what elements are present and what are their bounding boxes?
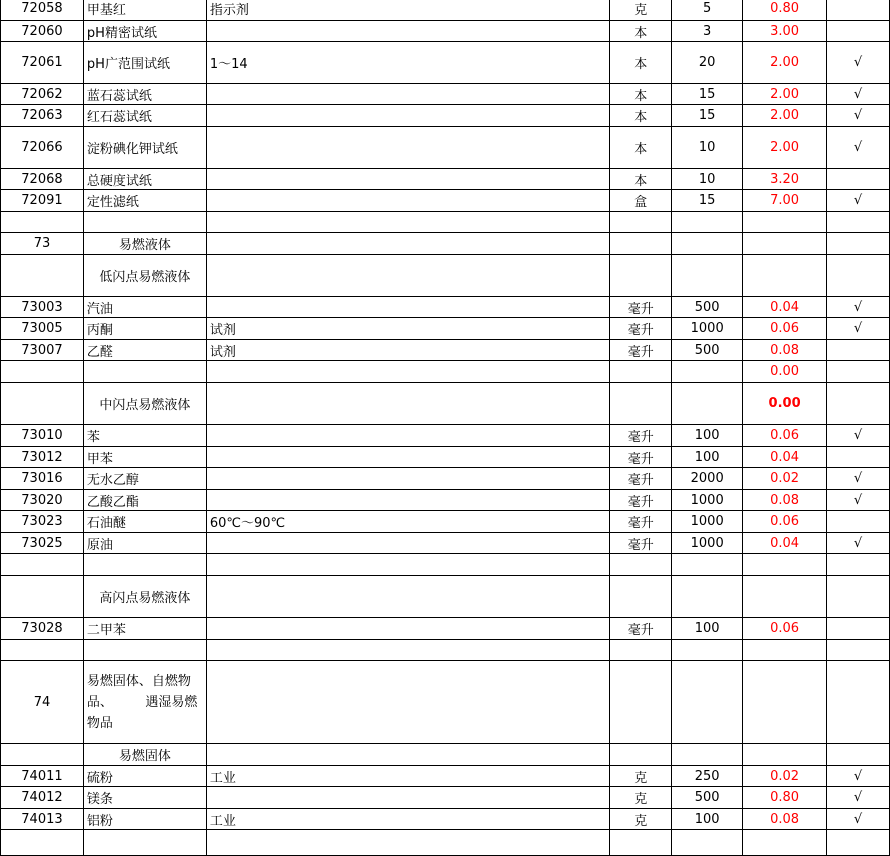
- code-cell[interactable]: 74013: [1, 809, 84, 830]
- spec-cell[interactable]: 指示剂: [206, 0, 609, 21]
- spec-cell[interactable]: [206, 661, 609, 744]
- spec-cell[interactable]: [206, 554, 609, 576]
- spec-cell[interactable]: [206, 233, 609, 255]
- check-mark-cell[interactable]: [827, 212, 890, 233]
- table-row: [1, 554, 890, 576]
- code-cell[interactable]: 73003: [1, 297, 84, 318]
- check-mark-cell[interactable]: √: [827, 490, 890, 511]
- unit-cell[interactable]: 毫升: [610, 490, 672, 511]
- code-cell[interactable]: [1, 255, 84, 297]
- price-cell[interactable]: 2.00: [743, 127, 827, 169]
- check-mark-cell[interactable]: [827, 0, 890, 21]
- price-cell[interactable]: 0.02: [743, 468, 827, 490]
- check-mark-cell[interactable]: [827, 233, 890, 255]
- check-mark-cell[interactable]: √: [827, 84, 890, 105]
- quantity-cell[interactable]: [672, 233, 743, 255]
- quantity-cell[interactable]: [672, 383, 743, 425]
- name-cell[interactable]: 中闪点易燃液体: [83, 383, 206, 425]
- unit-cell[interactable]: 盒: [610, 190, 672, 212]
- price-cell[interactable]: 0.08: [743, 809, 827, 830]
- code-cell[interactable]: 73028: [1, 618, 84, 640]
- table-row: [1, 0, 890, 21]
- code-cell[interactable]: 73023: [1, 511, 84, 533]
- table-row: [1, 661, 890, 744]
- quantity-cell[interactable]: 2000: [672, 468, 743, 490]
- quantity-cell[interactable]: [672, 576, 743, 618]
- code-cell[interactable]: 73010: [1, 425, 84, 447]
- unit-cell[interactable]: [610, 576, 672, 618]
- unit-cell[interactable]: 本: [610, 84, 672, 105]
- name-cell[interactable]: 原油: [83, 533, 206, 554]
- check-mark-cell[interactable]: [827, 255, 890, 297]
- unit-cell[interactable]: [610, 383, 672, 425]
- spec-cell[interactable]: [206, 21, 609, 42]
- unit-cell[interactable]: 毫升: [610, 297, 672, 318]
- quantity-cell[interactable]: [672, 255, 743, 297]
- code-cell[interactable]: 74012: [1, 787, 84, 809]
- check-mark-cell[interactable]: [827, 383, 890, 425]
- table-row: [1, 190, 890, 212]
- table-row: [1, 21, 890, 42]
- code-cell[interactable]: 72061: [1, 42, 84, 84]
- code-cell[interactable]: 73007: [1, 340, 84, 361]
- code-cell[interactable]: [1, 383, 84, 425]
- table-row: [1, 640, 890, 661]
- unit-cell[interactable]: 克: [610, 787, 672, 809]
- price-cell[interactable]: 0.80: [743, 787, 827, 809]
- check-mark-cell[interactable]: √: [827, 787, 890, 809]
- quantity-cell[interactable]: [672, 640, 743, 661]
- table-row: [1, 766, 890, 787]
- price-cell[interactable]: 2.00: [743, 105, 827, 127]
- name-cell[interactable]: 乙酸乙酯: [83, 490, 206, 511]
- code-cell[interactable]: 72066: [1, 127, 84, 169]
- price-cell[interactable]: [743, 212, 827, 233]
- unit-cell[interactable]: 克: [610, 0, 672, 21]
- check-mark-cell[interactable]: √: [827, 105, 890, 127]
- unit-cell[interactable]: 毫升: [610, 618, 672, 640]
- unit-cell[interactable]: 克: [610, 766, 672, 787]
- check-mark-cell[interactable]: [827, 618, 890, 640]
- quantity-cell[interactable]: [672, 830, 743, 856]
- quantity-cell[interactable]: 3: [672, 21, 743, 42]
- table-row: [1, 383, 890, 425]
- quantity-cell[interactable]: [672, 212, 743, 233]
- price-cell[interactable]: 0.00: [743, 361, 827, 383]
- code-cell[interactable]: [1, 744, 84, 766]
- price-cell[interactable]: 0.80: [743, 0, 827, 21]
- table-row: [1, 809, 890, 830]
- price-cell[interactable]: 0.04: [743, 297, 827, 318]
- check-mark-cell[interactable]: √: [827, 468, 890, 490]
- table-row: [1, 511, 890, 533]
- check-mark-cell[interactable]: [827, 361, 890, 383]
- quantity-cell[interactable]: 1000: [672, 511, 743, 533]
- code-cell[interactable]: 73025: [1, 533, 84, 554]
- quantity-cell[interactable]: 10: [672, 127, 743, 169]
- price-cell[interactable]: 0.08: [743, 340, 827, 361]
- code-cell[interactable]: 72063: [1, 105, 84, 127]
- table-row: [1, 787, 890, 809]
- quantity-cell[interactable]: 100: [672, 425, 743, 447]
- quantity-cell[interactable]: 15: [672, 105, 743, 127]
- spec-cell[interactable]: [206, 576, 609, 618]
- name-cell[interactable]: 铝粉: [83, 809, 206, 830]
- quantity-cell[interactable]: 15: [672, 84, 743, 105]
- quantity-cell[interactable]: 100: [672, 809, 743, 830]
- unit-cell[interactable]: [610, 744, 672, 766]
- check-mark-cell[interactable]: √: [827, 425, 890, 447]
- name-cell[interactable]: 甲基红: [83, 0, 206, 21]
- table-row: [1, 361, 890, 383]
- name-cell[interactable]: pH精密试纸: [83, 21, 206, 42]
- code-cell[interactable]: 72060: [1, 21, 84, 42]
- table-row: [1, 618, 890, 640]
- unit-cell[interactable]: 本: [610, 21, 672, 42]
- check-mark-cell[interactable]: √: [827, 766, 890, 787]
- spec-cell[interactable]: [206, 425, 609, 447]
- check-mark-cell[interactable]: [827, 340, 890, 361]
- spec-cell[interactable]: 工业: [206, 766, 609, 787]
- spec-cell[interactable]: [206, 169, 609, 190]
- table-row: [1, 42, 890, 84]
- quantity-cell[interactable]: 100: [672, 618, 743, 640]
- check-mark-cell[interactable]: [827, 661, 890, 744]
- check-mark-cell[interactable]: [827, 511, 890, 533]
- price-cell[interactable]: 0.06: [743, 618, 827, 640]
- price-cell[interactable]: 7.00: [743, 190, 827, 212]
- quantity-cell[interactable]: 20: [672, 42, 743, 84]
- code-cell[interactable]: 72091: [1, 190, 84, 212]
- price-cell[interactable]: 0.08: [743, 490, 827, 511]
- spec-cell[interactable]: [206, 533, 609, 554]
- unit-cell[interactable]: [610, 830, 672, 856]
- code-cell[interactable]: 73012: [1, 447, 84, 468]
- spec-cell[interactable]: [206, 618, 609, 640]
- table-row: [1, 490, 890, 511]
- code-cell[interactable]: 74011: [1, 766, 84, 787]
- name-cell[interactable]: 镁条: [83, 787, 206, 809]
- check-mark-cell[interactable]: [827, 744, 890, 766]
- code-cell[interactable]: 73016: [1, 468, 84, 490]
- price-cell[interactable]: 0.06: [743, 318, 827, 340]
- quantity-cell[interactable]: [672, 361, 743, 383]
- unit-cell[interactable]: 毫升: [610, 468, 672, 490]
- check-mark-cell[interactable]: [827, 830, 890, 856]
- code-cell[interactable]: 73020: [1, 490, 84, 511]
- name-cell[interactable]: 淀粉碘化钾试纸: [83, 127, 206, 169]
- spec-cell[interactable]: [206, 212, 609, 233]
- price-cell[interactable]: 3.20: [743, 169, 827, 190]
- unit-cell[interactable]: 克: [610, 809, 672, 830]
- table-row: [1, 233, 890, 255]
- spec-cell[interactable]: 1～14: [206, 42, 609, 84]
- price-cell[interactable]: [743, 576, 827, 618]
- spec-cell[interactable]: [206, 830, 609, 856]
- code-cell[interactable]: [1, 554, 84, 576]
- code-cell[interactable]: [1, 640, 84, 661]
- code-cell[interactable]: [1, 576, 84, 618]
- quantity-cell[interactable]: 1000: [672, 318, 743, 340]
- price-cell[interactable]: 3.00: [743, 21, 827, 42]
- name-cell[interactable]: 丙酮: [83, 318, 206, 340]
- unit-cell[interactable]: 毫升: [610, 447, 672, 468]
- table-row: [1, 169, 890, 190]
- quantity-cell[interactable]: 100: [672, 447, 743, 468]
- unit-cell[interactable]: [610, 554, 672, 576]
- check-mark-cell[interactable]: √: [827, 42, 890, 84]
- quantity-cell[interactable]: 1000: [672, 490, 743, 511]
- check-mark-cell[interactable]: √: [827, 318, 890, 340]
- table-row: [1, 84, 890, 105]
- table-row: [1, 447, 890, 468]
- unit-cell[interactable]: 毫升: [610, 511, 672, 533]
- table-row: [1, 533, 890, 554]
- spec-cell[interactable]: [206, 255, 609, 297]
- unit-cell[interactable]: 毫升: [610, 318, 672, 340]
- check-mark-cell[interactable]: [827, 447, 890, 468]
- name-cell[interactable]: 低闪点易燃液体: [83, 255, 206, 297]
- price-cell[interactable]: 0.06: [743, 425, 827, 447]
- code-cell[interactable]: 73005: [1, 318, 84, 340]
- table-row: [1, 744, 890, 766]
- name-cell[interactable]: [83, 554, 206, 576]
- price-cell[interactable]: 0.00: [743, 383, 827, 425]
- price-cell[interactable]: [743, 661, 827, 744]
- check-mark-cell[interactable]: √: [827, 297, 890, 318]
- name-cell[interactable]: pH广范围试纸: [83, 42, 206, 84]
- unit-cell[interactable]: 本: [610, 42, 672, 84]
- check-mark-cell[interactable]: [827, 21, 890, 42]
- price-cell[interactable]: [743, 640, 827, 661]
- spec-cell[interactable]: [206, 383, 609, 425]
- name-cell[interactable]: 易燃固体: [83, 744, 206, 766]
- spec-cell[interactable]: 60℃～90℃: [206, 511, 609, 533]
- code-cell[interactable]: [1, 361, 84, 383]
- table-row: [1, 212, 890, 233]
- quantity-cell[interactable]: [672, 554, 743, 576]
- name-cell[interactable]: [83, 640, 206, 661]
- unit-cell[interactable]: [610, 212, 672, 233]
- price-cell[interactable]: 2.00: [743, 84, 827, 105]
- spec-cell[interactable]: 试剂: [206, 318, 609, 340]
- code-cell[interactable]: [1, 830, 84, 856]
- quantity-cell[interactable]: 5: [672, 0, 743, 21]
- unit-cell[interactable]: [610, 361, 672, 383]
- quantity-cell[interactable]: 500: [672, 297, 743, 318]
- quantity-cell[interactable]: 500: [672, 340, 743, 361]
- table-row: [1, 105, 890, 127]
- name-cell[interactable]: 硫粉: [83, 766, 206, 787]
- spec-cell[interactable]: [206, 787, 609, 809]
- unit-cell[interactable]: 毫升: [610, 425, 672, 447]
- table-row: [1, 127, 890, 169]
- price-cell[interactable]: [743, 830, 827, 856]
- price-cell[interactable]: [743, 554, 827, 576]
- table-row: [1, 255, 890, 297]
- name-cell[interactable]: 定性滤纸: [83, 190, 206, 212]
- price-cell[interactable]: 0.04: [743, 447, 827, 468]
- quantity-cell[interactable]: 15: [672, 190, 743, 212]
- name-cell[interactable]: [83, 830, 206, 856]
- name-cell[interactable]: 易燃液体: [83, 233, 206, 255]
- quantity-cell[interactable]: 1000: [672, 533, 743, 554]
- spec-cell[interactable]: [206, 640, 609, 661]
- table-row: [1, 468, 890, 490]
- check-mark-cell[interactable]: [827, 169, 890, 190]
- table-row: [1, 340, 890, 361]
- spec-cell[interactable]: [206, 297, 609, 318]
- unit-cell[interactable]: 本: [610, 169, 672, 190]
- name-cell[interactable]: 汽油: [83, 297, 206, 318]
- spec-cell[interactable]: [206, 127, 609, 169]
- spec-cell[interactable]: [206, 468, 609, 490]
- name-cell[interactable]: 无水乙醇: [83, 468, 206, 490]
- name-cell[interactable]: [83, 361, 206, 383]
- spec-cell[interactable]: 工业: [206, 809, 609, 830]
- spec-cell[interactable]: [206, 447, 609, 468]
- unit-cell[interactable]: 本: [610, 105, 672, 127]
- quantity-cell[interactable]: 10: [672, 169, 743, 190]
- name-cell[interactable]: 红石蕊试纸: [83, 105, 206, 127]
- name-cell[interactable]: 石油醚: [83, 511, 206, 533]
- unit-cell[interactable]: [610, 640, 672, 661]
- check-mark-cell[interactable]: √: [827, 127, 890, 169]
- spec-cell[interactable]: [206, 744, 609, 766]
- spec-cell[interactable]: [206, 361, 609, 383]
- name-cell[interactable]: 高闪点易燃液体: [83, 576, 206, 618]
- check-mark-cell[interactable]: [827, 640, 890, 661]
- price-cell[interactable]: [743, 744, 827, 766]
- unit-cell[interactable]: 本: [610, 127, 672, 169]
- unit-cell[interactable]: 毫升: [610, 533, 672, 554]
- table-row: [1, 576, 890, 618]
- name-cell[interactable]: 总硬度试纸: [83, 169, 206, 190]
- price-cell[interactable]: 0.04: [743, 533, 827, 554]
- unit-cell[interactable]: [610, 233, 672, 255]
- name-cell[interactable]: 甲苯: [83, 447, 206, 468]
- name-cell[interactable]: 乙醛: [83, 340, 206, 361]
- code-cell[interactable]: 74: [1, 661, 84, 744]
- table-row: [1, 297, 890, 318]
- unit-cell[interactable]: 毫升: [610, 340, 672, 361]
- code-cell[interactable]: [1, 212, 84, 233]
- check-mark-cell[interactable]: [827, 576, 890, 618]
- table-row: [1, 830, 890, 856]
- quantity-cell[interactable]: [672, 744, 743, 766]
- quantity-cell[interactable]: 250: [672, 766, 743, 787]
- check-mark-cell[interactable]: √: [827, 533, 890, 554]
- code-cell[interactable]: 73: [1, 233, 84, 255]
- spec-cell[interactable]: [206, 84, 609, 105]
- spec-cell[interactable]: [206, 490, 609, 511]
- code-cell[interactable]: 72058: [1, 0, 84, 21]
- unit-cell[interactable]: [610, 661, 672, 744]
- name-cell[interactable]: [83, 212, 206, 233]
- name-cell[interactable]: 苯: [83, 425, 206, 447]
- spec-cell[interactable]: 试剂: [206, 340, 609, 361]
- name-cell[interactable]: 蓝石蕊试纸: [83, 84, 206, 105]
- spec-cell[interactable]: [206, 190, 609, 212]
- table-row: [1, 318, 890, 340]
- quantity-cell[interactable]: [672, 661, 743, 744]
- spec-cell[interactable]: [206, 105, 609, 127]
- check-mark-cell[interactable]: √: [827, 190, 890, 212]
- code-cell[interactable]: 72062: [1, 84, 84, 105]
- check-mark-cell[interactable]: [827, 554, 890, 576]
- price-cell[interactable]: [743, 255, 827, 297]
- name-cell[interactable]: 二甲苯: [83, 618, 206, 640]
- table-row: [1, 425, 890, 447]
- unit-cell[interactable]: [610, 255, 672, 297]
- check-mark-cell[interactable]: √: [827, 809, 890, 830]
- name-cell[interactable]: 易燃固体、自燃物品、 遇湿易燃物品: [83, 661, 206, 744]
- price-cell[interactable]: 0.06: [743, 511, 827, 533]
- price-cell[interactable]: 0.02: [743, 766, 827, 787]
- quantity-cell[interactable]: 500: [672, 787, 743, 809]
- price-cell[interactable]: [743, 233, 827, 255]
- code-cell[interactable]: 72068: [1, 169, 84, 190]
- price-cell[interactable]: 2.00: [743, 42, 827, 84]
